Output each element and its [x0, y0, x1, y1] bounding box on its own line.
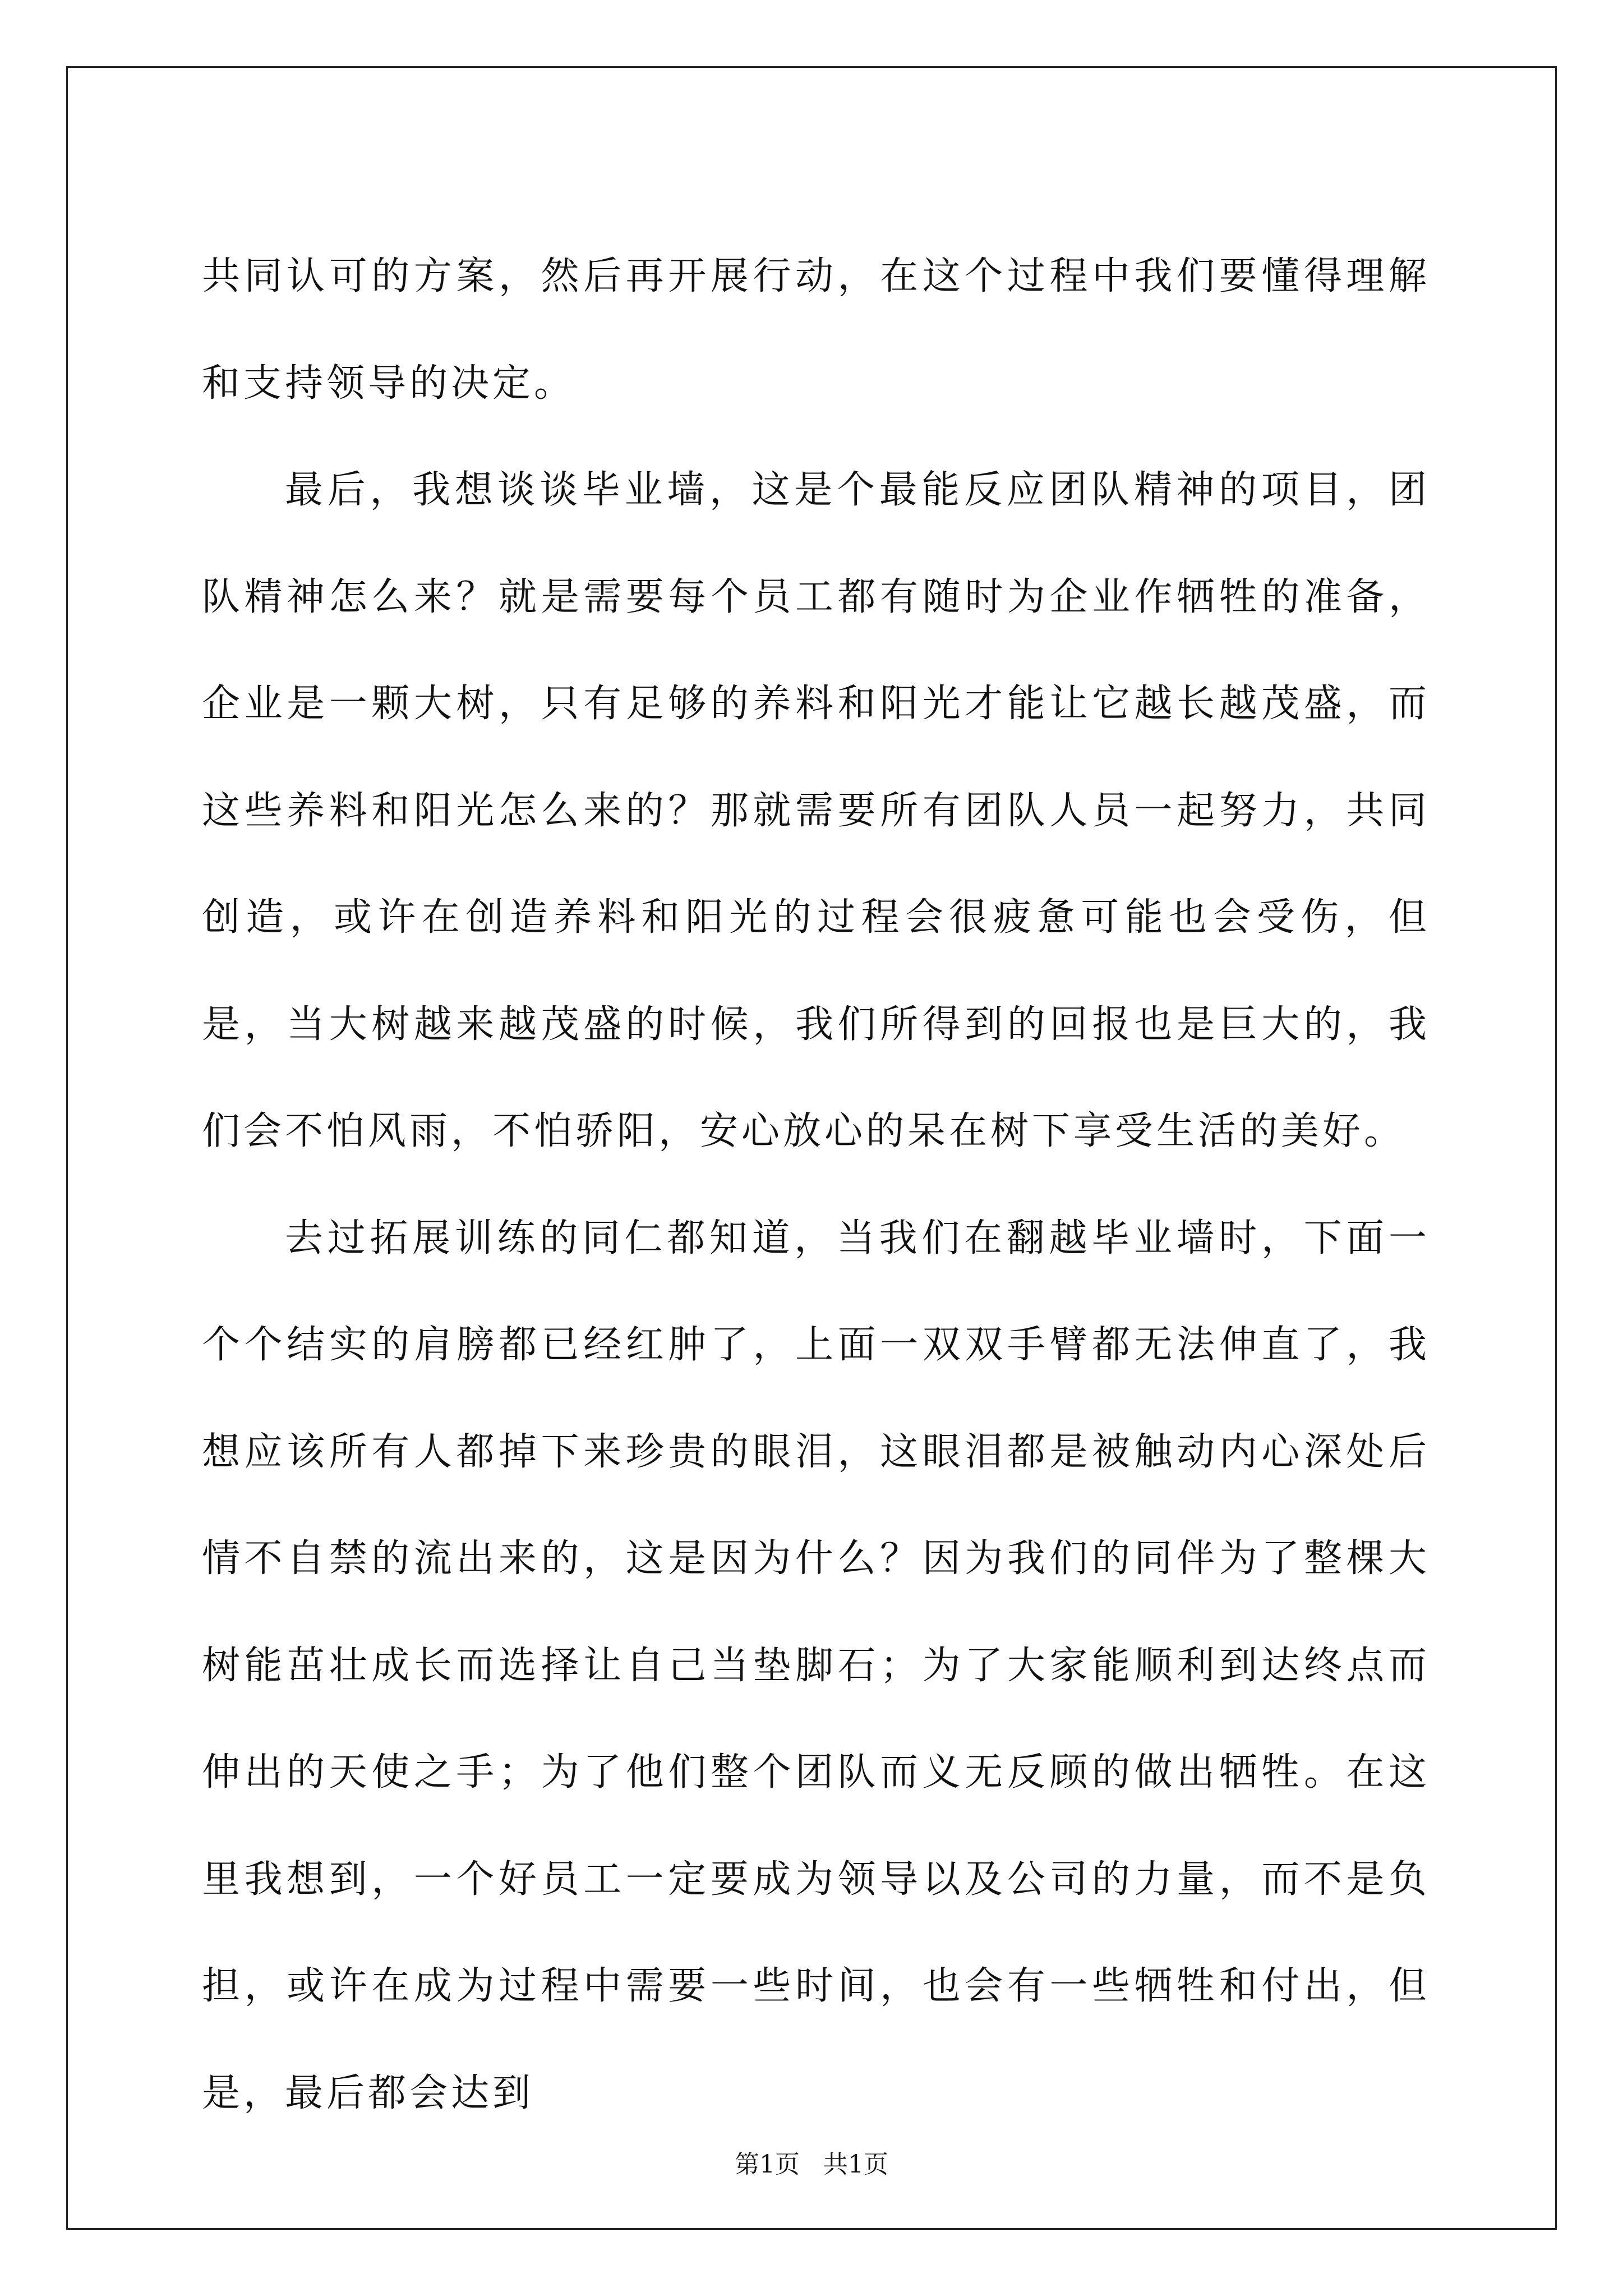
- paragraph-1: 共同认可的方案，然后再开展行动，在这个过程中我们要懂得理解和支持领导的决定。: [202, 254, 1430, 406]
- page-footer: 第1页 共1页: [735, 2150, 888, 2179]
- paragraph-3: 去过拓展训练的同仁都知道，当我们在翻越毕业墙时，下面一个个结实的肩膀都已经红肿了，上面一双双手臂都无法伸直了，我想应该所有人都掉下来珍贵的眼泪，这眼泪都是被触动内心深处后情不自禁的流出来的，这是因为什么？因为我们的同伴为了整棵大树能茁壮成长而选择让自己当垫脚石；为了大家能顺利到达终点而伸出的天使之手；为了他们整个团队而义无反顾的做出牺牲。在这里我想到，一个好员工一定要成为领导以及公司的力量，而不是负担，或许在成为过程中需要一些时间，也会有一些牺牲和付出，但是，最后都会达到: [202, 1216, 1430, 2115]
- document-body: [202, 223, 1430, 2147]
- paragraph-2: 最后，我想谈谈毕业墙，这是个最能反应团队精神的项目，团队精神怎么来？就是需要每个员工都有随时为企业作牺牲的准备，企业是一颗大树，只有足够的养料和阳光才能让它越长越茂盛，而这些养料和阳光怎么来的？那就需要所有团队人员一起努力，共同创造，或许在创造养料和阳光的过程会很疲惫可能也会受伤，但是，当大树越来越茂盛的时候，我们所得到的回报也是巨大的，我们会不怕风雨，不怕骄阳，安心放心的呆在树下享受生活的美好。: [202, 468, 1430, 1153]
